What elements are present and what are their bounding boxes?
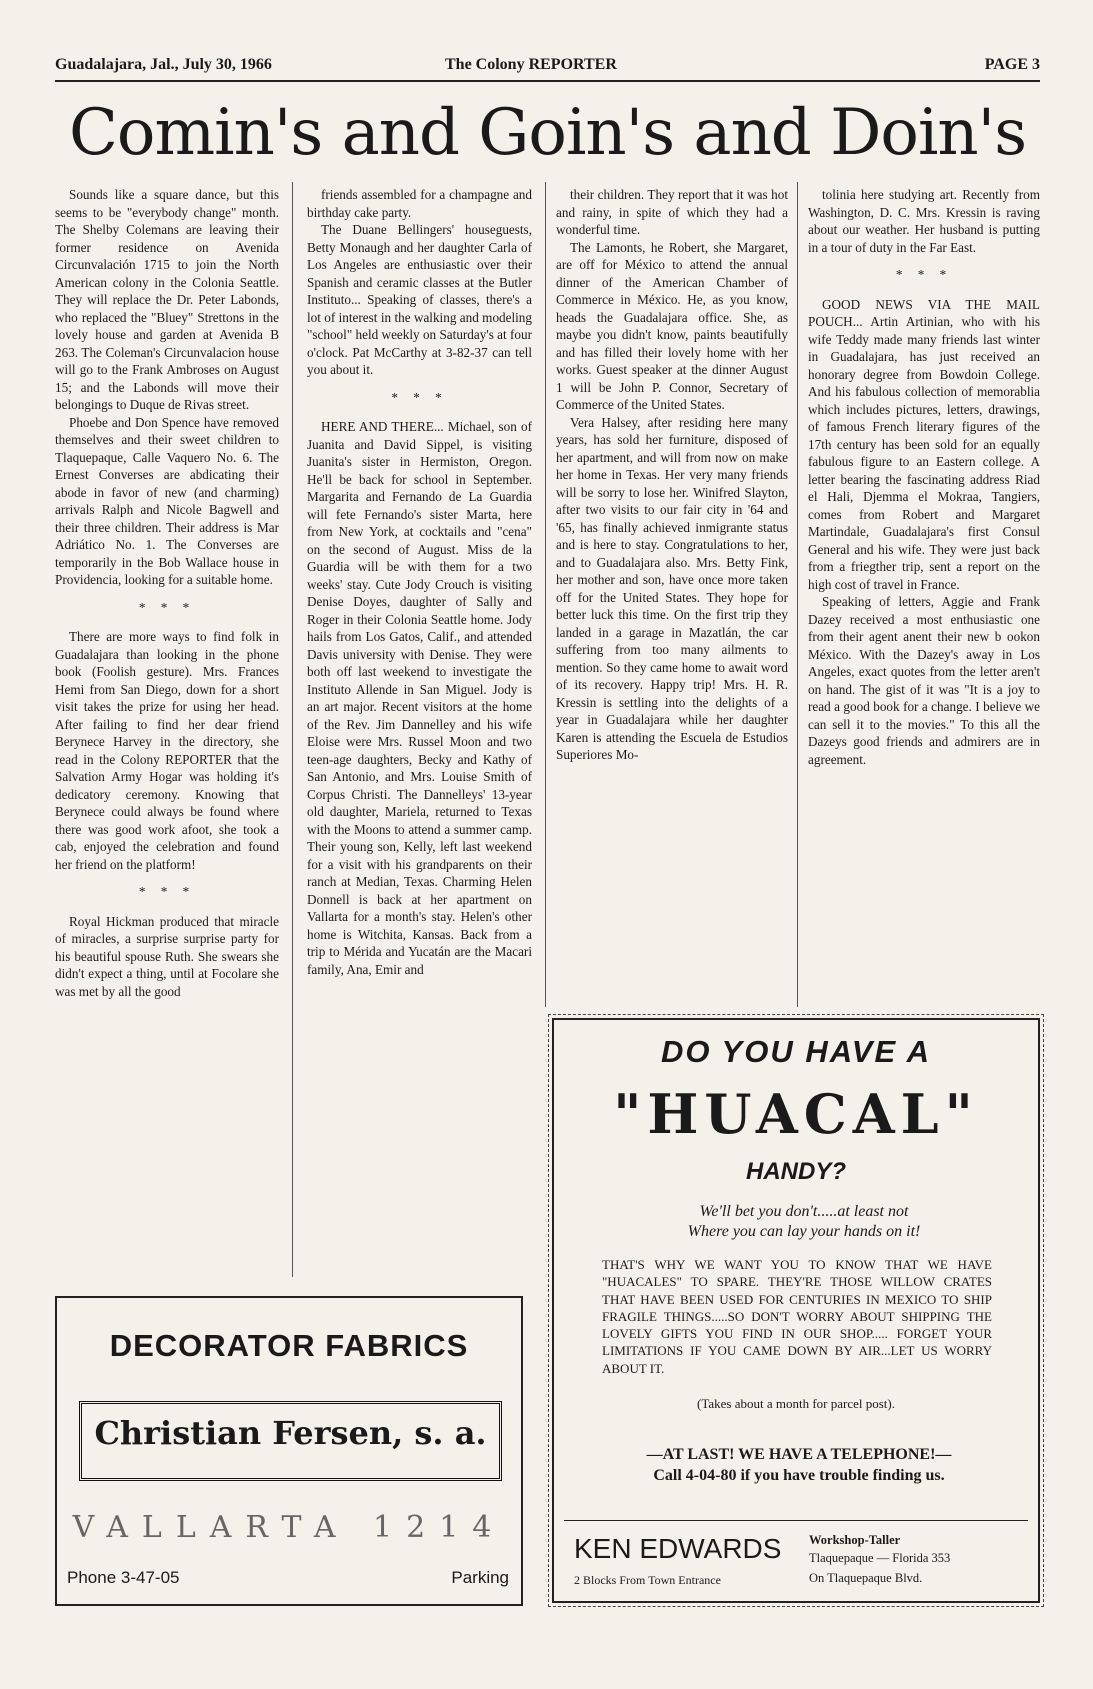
ad-subheading: HANDY?: [746, 1158, 846, 1185]
shop-name: KEN EDWARDS: [574, 1533, 782, 1564]
column-divider: [292, 182, 293, 1277]
ad-heading: DO YOU HAVE A: [660, 1034, 932, 1069]
column-divider: [545, 182, 546, 1007]
ad-phone-line-1: —AT LAST! WE HAVE A TELEPHONE!—: [646, 1446, 952, 1463]
ad-phone-line-2: Call 4-04-80 if you have trouble finding us.: [653, 1467, 945, 1484]
article-column-1: [55, 186, 279, 1281]
paragraph: Sounds like a square dance, but this seems to be "everybody change" month. The Shelby Colemans are leaving their former residence on Avenida Circunvalación 1715 to join the North American colony in the Colonia Seattle. They will replace the Dr. Peter Labonds, who replaced the "Bluey" Strettons in the lovely house and garden at Avenida B 263. The Coleman's Circunvalacion house will go to the Frank Ambroses on August 15; and the Labonds will move their belongings to Duque de Rivas street.: [55, 187, 279, 412]
masthead-page-number: PAGE 3: [984, 56, 1040, 73]
section-separator: * * *: [138, 884, 196, 899]
paragraph: Speaking of letters, Aggie and Frank Dazey received a most enthusiastic one from their agent anent their new b ookon México. With the Dazey's away in Los Angeles, exact quotes from the letter aren't on hand. The gist of it was "It is a joy to read a good book for a change. I believe we can sell it to the movies." To this all the Dazeys good friends and admirers are in agreement.: [808, 594, 1040, 767]
ad-note: (Takes about a month for parcel post).: [697, 1396, 895, 1411]
shop-location: On Tlaquepaque Blvd.: [809, 1571, 923, 1585]
huacal-ad: [552, 1018, 1040, 1603]
paragraph: Royal Hickman produced that miracle of miracles, a surprise surprise party for his beautiful spouse Ruth. She swears she didn't expect a thing, until at Focolare she was met by all the good: [55, 913, 279, 999]
ad-parking: Parking: [451, 1568, 509, 1587]
masthead-rule: [55, 80, 1040, 82]
paragraph: The Duane Bellingers' houseguests, Betty Monaugh and her daughter Carla of Los Angeles are enthusiastic over their Spanish and ceramic classes at the Butler Instituto... Speaking of classes, there's a lot of interest in the walking and modeling "school" held weekly on Saturday's at four o'clock. Pat McCarthy at 3-82-37 can tell you about it.: [307, 222, 532, 377]
shop-footer: [564, 1520, 1028, 1590]
article-column-2: [307, 186, 532, 1281]
ad-body: THAT'S WHY WE WANT YOU TO KNOW THAT WE HAVE "HUACALES" TO SPARE. THEY'RE THOSE WILLOW CRATES THAT HAVE BEEN USED FOR CENTURIES IN MEXICO TO SHIP FRAGILE THINGS.....SO DON'T WORRY ABOUT SHIPPING THE LOVELY GIFTS YOU FIND IN OUR SHOP..... FORGET YOUR LIMITATIONS IF YOU CAME DOWN BY AIR...LET US WORRY ABOUT IT.: [602, 1257, 992, 1376]
masthead: [55, 54, 1040, 80]
paragraph: The Lamonts, he Robert, she Margaret, are off for México to attend the annual dinner of the American Chamber of Commerce in México. He, as you know, heads the Guadalajara office. She, as maybe you didn't know, paints beautifully and has filled their lovely home with her works. Guest speaker at the dinner August 1 will be John P. Connor, Secretary of Commerce of the United States.: [556, 239, 788, 412]
paragraph: their children. They report that it was hot and rainy, in spite of which they had a wonderful time.: [556, 187, 788, 237]
headline: Comin's and Goin's and Doin's: [68, 96, 1027, 170]
paragraph: Vera Halsey, after residing here many years, has sold her furniture, disposed of her apartment, and will from now on make her home in Texas. Her very many friends will be sorry to lose her. Winifred Slayton, after two visits to our fair city in '64 and '65, has finally achieved inmigrante status and is here to stay. Congratulations to her, and to Guadalajara also. Mrs. Betty Fink, her mother and son, have once more taken off for the United States. They hope for better luck this time. On the first trip they landed in a garage in Mazatlán, the car suffering from too many ailments to mention. So they came home to await word of its recovery. Happy trip! Mrs. H. R. Kressin is settling into the delights of a year in Guadalajara while her daughter Karen is attending the Escuela de Estudios Superiores Mo-: [556, 414, 788, 762]
ad-huacal-word: "HUACAL": [613, 1082, 979, 1146]
ad-phone: Phone 3-47-05: [67, 1568, 180, 1587]
article-column-4: [808, 186, 1040, 1001]
masthead-paper-name: The Colony REPORTER: [445, 56, 617, 73]
ad-tagline-2: Where you can lay your hands on it!: [687, 1223, 921, 1240]
company-name: Christian Fersen, s. a.: [94, 1414, 487, 1452]
paragraph: Phoebe and Don Spence have removed themselves and their sweet children to Tlaquepaque, Calle Vaquero No. 6. The Ernest Converses are abdicating their abode in favor of new (and charming) arrivals Ralph and Nicole Bagwell and their three children. Their address is Mar Adriático No. 1. The Converses are temporarily in the Bob Wallace house in Providencia, looking for a suitable home.: [55, 414, 279, 587]
paragraph: GOOD NEWS VIA THE MAIL POUCH... Artin Artinian, who with his wife Teddy made many friends last winter in Guadalajara, has just received an honorary degree from Bowdoin College. And his fabulous collection of memorablia which includes pictures, letters, drawings, of famous French literary figures of the 17th century has been sold for an equally fabulous figure to an Eastern college. A letter bearing the fascinating address Riad el Hali, Djemma el Mokraa, Tangiers, comes from Robert and Margaret Martindale, Guadalajara's first Consul General and his wife. They were just back from a friegther trip, sent a report on the high cost of travel in France.: [808, 296, 1040, 592]
paragraph: tolinia here studying art. Recently from Washington, D. C. Mrs. Kressin is raving about our weather. Her husband is putting in a tour of duty in the Far East.: [808, 187, 1040, 255]
shop-directions: 2 Blocks From Town Entrance: [574, 1573, 721, 1587]
ad-address: VALLARTA 1214: [72, 1510, 506, 1545]
ad-tagline-1: We'll bet you don't.....at least not: [699, 1203, 909, 1220]
masthead-date: Guadalajara, Jal., July 30, 1966: [55, 56, 272, 73]
paragraph: HERE AND THERE... Michael, son of Juanita and David Sippel, is visiting Juanita's sister in Hermiston, Oregon. He'll be back for school in September. Margarita and Fernando de La Guardia will fete Fernando's sister Marta, here from New York, at cocktails and "cena" on the second of August. Miss de la Guardia will be with them for a two weeks' stay. Cute Jody Crouch is visiting Denise Doyes, daughter of Sally and Roger in their Colonia Seattle home. Jody hails from Los Gatos, Calif., and attended Davis university with Denise. They were both off last weekend to investigate the Instituto Allende in San Miguel. Jody is an art major. Recent visitors at the home of the Rev. Jim Dannelley and his wife Eloise were Mrs. Russel Moon and two teen-age daughters, Becky and Kathy of San Antonio, and Mrs. Louise Smith of Corpus Christi. The Dannelleys' 13-year old daughter, Mariela, returned to Texas with the Moons to attend a summer camp. Their young son, Kelly, left last weekend for a visit with his grandparents on their ranch at Median, Texas. Charming Helen Donnell is back at her apartment on Vallarta for a month's stay. Helen's other home is Witchita, Kansas. Back from a trip to Mérida and Yucatán are the Macari family, Ana, Emir and: [307, 419, 532, 977]
paragraph: There are more ways to find folk in Guadalajara than looking in the phone book (Foolish gesture). Mrs. Frances Hemi from San Diego, down for a short visit takes the prize for using her head. After failing to find her dear friend Berynece Harvey in the directory, she read in the Colony REPORTER that the Salvation Army Hogar was holding it's dedicatory ceremony. Knowing that Berynece could always be found where there was good work afoot, she took a cab, enjoyed the celebration and found her friend on the platform!: [55, 629, 279, 872]
section-separator: * * *: [138, 599, 196, 615]
ad-tagline: [584, 1202, 1024, 1242]
column-divider: [797, 182, 798, 1007]
decorator-fabrics-ad: [55, 1296, 523, 1606]
section-separator: * * *: [391, 389, 448, 405]
article-column-3: [556, 186, 788, 1001]
shop-address: Tlaquepaque — Florida 353: [809, 1551, 951, 1565]
ad-phone-block: [584, 1444, 1014, 1486]
company-name-box: [79, 1401, 502, 1481]
paragraph: friends assembled for a champagne and birthday cake party.: [307, 187, 532, 220]
ad-title: DECORATOR FABRICS: [109, 1328, 469, 1363]
shop-workshop: Workshop-Taller: [809, 1533, 901, 1547]
section-separator: * * *: [895, 267, 953, 282]
